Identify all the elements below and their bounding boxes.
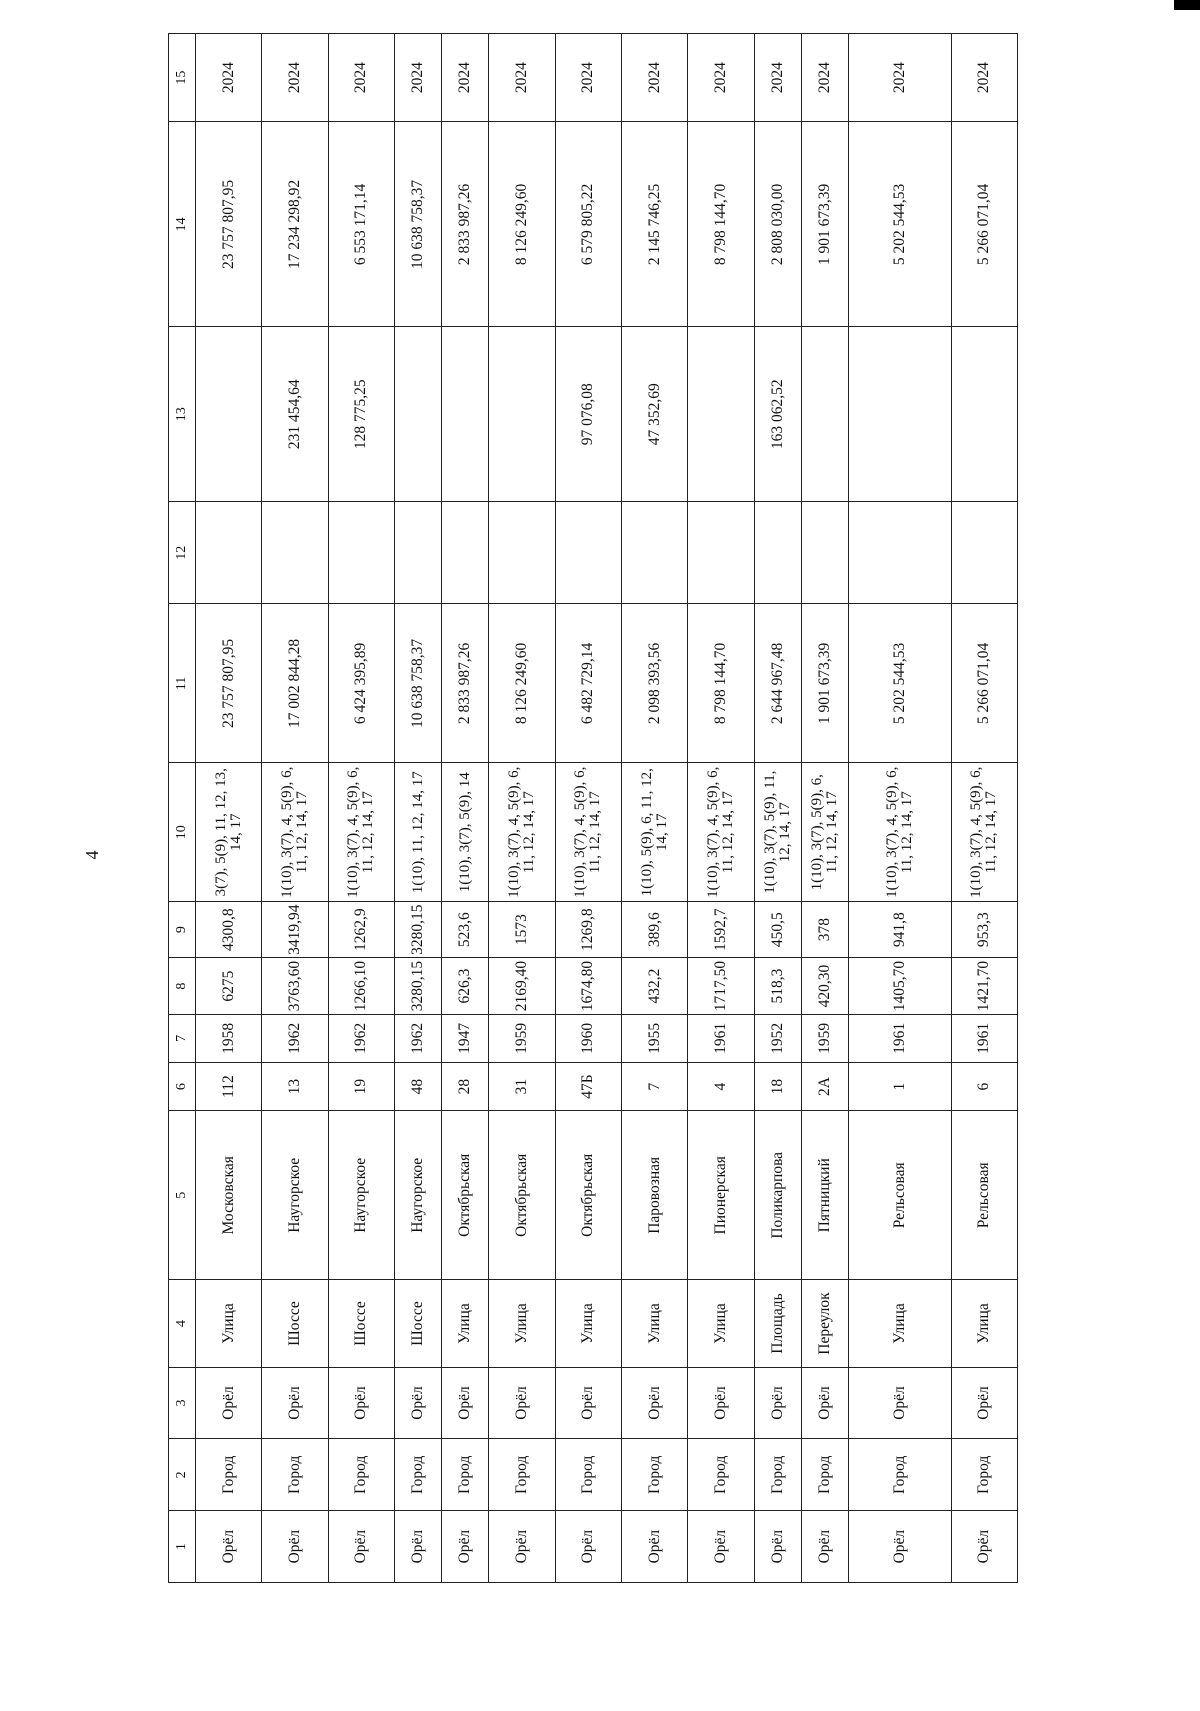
cell-col-7: 1962 — [328, 1014, 394, 1062]
cell-col-6: 47Б — [555, 1062, 621, 1110]
cell-col-12 — [951, 501, 1017, 604]
cell-col-4: Шоссе — [262, 1280, 328, 1367]
cell-col-10: 1(10), 11, 12, 14, 17 — [394, 763, 441, 901]
cell-col-4: Площадь — [754, 1280, 801, 1367]
table-row — [849, 34, 951, 1583]
cell-col-12 — [555, 501, 621, 604]
cell-col-8: 1674,80 — [555, 958, 621, 1014]
cell-col-15: 2024 — [328, 34, 394, 122]
cell-col-13: 97 076,08 — [555, 327, 621, 501]
cell-col-12 — [328, 501, 394, 604]
cell-col-1: Орёл — [754, 1511, 801, 1583]
cell-col-8: 1266,10 — [328, 958, 394, 1014]
cell-col-8: 1405,70 — [849, 958, 951, 1014]
column-header: 15 — [169, 34, 196, 122]
cell-col-9: 389,6 — [622, 901, 688, 957]
cell-col-4: Улица — [951, 1280, 1017, 1367]
cell-col-6: 4 — [688, 1062, 754, 1110]
cell-col-2: Город — [262, 1439, 328, 1511]
cell-col-8: 420,30 — [801, 958, 848, 1014]
cell-col-10: 1(10), 3(7), 4, 5(9), 6, 11, 12, 14, 17 — [328, 763, 394, 901]
table-row — [394, 34, 441, 1583]
cell-col-10: 1(10), 3(7), 4, 5(9), 6, 11, 12, 14, 17 — [688, 763, 754, 901]
cell-col-14: 6 579 805,22 — [555, 122, 621, 327]
cell-col-10: 1(10), 3(7), 5(9), 14 — [442, 763, 489, 901]
header-row — [169, 34, 196, 1583]
column-header: 9 — [169, 901, 196, 957]
table-row — [754, 34, 801, 1583]
page-number: 4 — [82, 850, 102, 860]
cell-col-7: 1955 — [622, 1014, 688, 1062]
cell-col-3: Орёл — [555, 1367, 621, 1439]
cell-col-3: Орёл — [442, 1367, 489, 1439]
cell-col-1: Орёл — [849, 1511, 951, 1583]
cell-col-5: Паровозная — [622, 1111, 688, 1280]
cell-col-1: Орёл — [951, 1511, 1017, 1583]
cell-col-5: Наугорское — [394, 1111, 441, 1280]
cell-col-12 — [489, 501, 555, 604]
cell-col-12 — [754, 501, 801, 604]
cell-col-15: 2024 — [555, 34, 621, 122]
cell-col-7: 1962 — [262, 1014, 328, 1062]
cell-col-9: 953,3 — [951, 901, 1017, 957]
cell-col-12 — [622, 501, 688, 604]
cell-col-9: 378 — [801, 901, 848, 957]
cell-col-13 — [196, 327, 262, 501]
cell-col-15: 2024 — [801, 34, 848, 122]
cell-col-3: Орёл — [622, 1367, 688, 1439]
cell-col-3: Орёл — [394, 1367, 441, 1439]
cell-col-11: 6 482 729,14 — [555, 604, 621, 763]
cell-col-1: Орёл — [394, 1511, 441, 1583]
cell-col-10: 1(10), 3(7), 5(9), 11, 12, 14, 17 — [754, 763, 801, 901]
cell-col-15: 2024 — [622, 34, 688, 122]
cell-col-11: 1 901 673,39 — [801, 604, 848, 763]
cell-col-6: 6 — [951, 1062, 1017, 1110]
cell-col-5: Рельсовая — [951, 1111, 1017, 1280]
cell-col-14: 2 145 746,25 — [622, 122, 688, 327]
cell-col-8: 626,3 — [442, 958, 489, 1014]
cell-col-14: 10 638 758,37 — [394, 122, 441, 327]
column-header: 1 — [169, 1511, 196, 1583]
cell-col-10: 1(10), 3(7), 4, 5(9), 6, 11, 12, 14, 17 — [489, 763, 555, 901]
cell-col-9: 450,5 — [754, 901, 801, 957]
cell-col-13: 128 775,25 — [328, 327, 394, 501]
cell-col-1: Орёл — [622, 1511, 688, 1583]
cell-col-2: Город — [849, 1439, 951, 1511]
cell-col-3: Орёл — [849, 1367, 951, 1439]
cell-col-10: 3(7), 5(9), 11, 12, 13, 14, 17 — [196, 763, 262, 901]
cell-col-13: 163 062,52 — [754, 327, 801, 501]
cell-col-4: Улица — [622, 1280, 688, 1367]
cell-col-10: 1(10), 3(7), 4, 5(9), 6, 11, 12, 14, 17 — [555, 763, 621, 901]
cell-col-10: 1(10), 3(7), 5(9), 6, 11, 12, 14, 17 — [801, 763, 848, 901]
cell-col-6: 2А — [801, 1062, 848, 1110]
cell-col-7: 1960 — [555, 1014, 621, 1062]
cell-col-9: 1573 — [489, 901, 555, 957]
cell-col-13: 231 454,64 — [262, 327, 328, 501]
cell-col-14: 5 266 071,04 — [951, 122, 1017, 327]
cell-col-2: Город — [328, 1439, 394, 1511]
cell-col-5: Октябрьская — [555, 1111, 621, 1280]
cell-col-14: 6 553 171,14 — [328, 122, 394, 327]
cell-col-8: 3763,60 — [262, 958, 328, 1014]
column-header: 2 — [169, 1439, 196, 1511]
cell-col-4: Улица — [442, 1280, 489, 1367]
cell-col-5: Октябрьская — [489, 1111, 555, 1280]
cell-col-6: 1 — [849, 1062, 951, 1110]
cell-col-11: 17 002 844,28 — [262, 604, 328, 763]
column-header: 6 — [169, 1062, 196, 1110]
column-header: 5 — [169, 1111, 196, 1280]
cell-col-3: Орёл — [951, 1367, 1017, 1439]
cell-col-7: 1961 — [849, 1014, 951, 1062]
cell-col-14: 23 757 807,95 — [196, 122, 262, 327]
cell-col-11: 2 833 987,26 — [442, 604, 489, 763]
cell-col-7: 1958 — [196, 1014, 262, 1062]
cell-col-13 — [489, 327, 555, 501]
cell-col-3: Орёл — [489, 1367, 555, 1439]
cell-col-2: Город — [555, 1439, 621, 1511]
cell-col-15: 2024 — [442, 34, 489, 122]
cell-col-15: 2024 — [394, 34, 441, 122]
cell-col-2: Город — [442, 1439, 489, 1511]
cell-col-1: Орёл — [442, 1511, 489, 1583]
cell-col-13 — [688, 327, 754, 501]
table-row — [801, 34, 848, 1583]
cell-col-14: 2 833 987,26 — [442, 122, 489, 327]
column-header: 11 — [169, 604, 196, 763]
cell-col-12 — [262, 501, 328, 604]
cell-col-15: 2024 — [489, 34, 555, 122]
table-row — [262, 34, 328, 1583]
cell-col-11: 23 757 807,95 — [196, 604, 262, 763]
cell-col-7: 1961 — [951, 1014, 1017, 1062]
cell-col-6: 18 — [754, 1062, 801, 1110]
cell-col-11: 6 424 395,89 — [328, 604, 394, 763]
cell-col-4: Улица — [489, 1280, 555, 1367]
cell-col-9: 3419,94 — [262, 901, 328, 957]
cell-col-1: Орёл — [262, 1511, 328, 1583]
cell-col-10: 1(10), 3(7), 4, 5(9), 6, 11, 12, 14, 17 — [262, 763, 328, 901]
cell-col-14: 8 126 249,60 — [489, 122, 555, 327]
cell-col-13 — [442, 327, 489, 501]
cell-col-11: 2 098 393,56 — [622, 604, 688, 763]
cell-col-1: Орёл — [801, 1511, 848, 1583]
cell-col-4: Шоссе — [394, 1280, 441, 1367]
cell-col-12 — [849, 501, 951, 604]
cell-col-2: Город — [951, 1439, 1017, 1511]
cell-col-3: Орёл — [328, 1367, 394, 1439]
column-header: 10 — [169, 763, 196, 901]
cell-col-1: Орёл — [196, 1511, 262, 1583]
cell-col-13 — [951, 327, 1017, 501]
cell-col-6: 13 — [262, 1062, 328, 1110]
cell-col-10: 1(10), 5(9), 6, 11, 12, 14, 17 — [622, 763, 688, 901]
cell-col-2: Город — [196, 1439, 262, 1511]
cell-col-14: 1 901 673,39 — [801, 122, 848, 327]
column-header: 12 — [169, 501, 196, 604]
cell-col-2: Город — [754, 1439, 801, 1511]
cell-col-6: 19 — [328, 1062, 394, 1110]
cell-col-6: 28 — [442, 1062, 489, 1110]
cell-col-5: Наугорское — [328, 1111, 394, 1280]
cell-col-5: Поликарпова — [754, 1111, 801, 1280]
cell-col-8: 1421,70 — [951, 958, 1017, 1014]
cell-col-9: 1269,8 — [555, 901, 621, 957]
table-row — [622, 34, 688, 1583]
cell-col-6: 112 — [196, 1062, 262, 1110]
cell-col-13: 47 352,69 — [622, 327, 688, 501]
cell-col-8: 6275 — [196, 958, 262, 1014]
cell-col-4: Переулок — [801, 1280, 848, 1367]
cell-col-15: 2024 — [849, 34, 951, 122]
cell-col-8: 2169,40 — [489, 958, 555, 1014]
cell-col-9: 4300,8 — [196, 901, 262, 957]
cell-col-7: 1962 — [394, 1014, 441, 1062]
cell-col-11: 5 202 544,53 — [849, 604, 951, 763]
column-header: 13 — [169, 327, 196, 501]
cell-col-13 — [801, 327, 848, 501]
cell-col-6: 31 — [489, 1062, 555, 1110]
cell-col-8: 3280,15 — [394, 958, 441, 1014]
corner-mark — [1174, 0, 1200, 10]
cell-col-12 — [801, 501, 848, 604]
cell-col-8: 432,2 — [622, 958, 688, 1014]
cell-col-3: Орёл — [688, 1367, 754, 1439]
cell-col-4: Улица — [196, 1280, 262, 1367]
cell-col-5: Октябрьская — [442, 1111, 489, 1280]
cell-col-9: 1262,9 — [328, 901, 394, 957]
table-row — [489, 34, 555, 1583]
column-header: 14 — [169, 122, 196, 327]
cell-col-5: Московская — [196, 1111, 262, 1280]
cell-col-9: 3280,15 — [394, 901, 441, 957]
cell-col-12 — [394, 501, 441, 604]
cell-col-11: 10 638 758,37 — [394, 604, 441, 763]
cell-col-12 — [688, 501, 754, 604]
cell-col-7: 1961 — [688, 1014, 754, 1062]
table-row — [442, 34, 489, 1583]
cell-col-5: Рельсовая — [849, 1111, 951, 1280]
cell-col-10: 1(10), 3(7), 4, 5(9), 6, 11, 12, 14, 17 — [951, 763, 1017, 901]
table-row — [688, 34, 754, 1583]
cell-col-1: Орёл — [489, 1511, 555, 1583]
cell-col-2: Город — [688, 1439, 754, 1511]
houses-table — [168, 33, 1018, 1583]
cell-col-9: 523,6 — [442, 901, 489, 957]
cell-col-6: 7 — [622, 1062, 688, 1110]
cell-col-15: 2024 — [754, 34, 801, 122]
table-row — [328, 34, 394, 1583]
cell-col-14: 8 798 144,70 — [688, 122, 754, 327]
cell-col-2: Город — [622, 1439, 688, 1511]
cell-col-7: 1952 — [754, 1014, 801, 1062]
cell-col-1: Орёл — [328, 1511, 394, 1583]
cell-col-1: Орёл — [555, 1511, 621, 1583]
cell-col-14: 2 808 030,00 — [754, 122, 801, 327]
table-container — [168, 33, 1018, 1583]
cell-col-15: 2024 — [262, 34, 328, 122]
table-row — [196, 34, 262, 1583]
table-body — [196, 34, 1018, 1583]
column-header: 8 — [169, 958, 196, 1014]
cell-col-11: 8 798 144,70 — [688, 604, 754, 763]
cell-col-5: Пятницкий — [801, 1111, 848, 1280]
cell-col-11: 5 266 071,04 — [951, 604, 1017, 763]
cell-col-15: 2024 — [196, 34, 262, 122]
cell-col-3: Орёл — [196, 1367, 262, 1439]
cell-col-1: Орёл — [688, 1511, 754, 1583]
cell-col-4: Улица — [849, 1280, 951, 1367]
cell-col-12 — [196, 501, 262, 604]
cell-col-5: Наугорское — [262, 1111, 328, 1280]
cell-col-4: Улица — [555, 1280, 621, 1367]
cell-col-4: Шоссе — [328, 1280, 394, 1367]
cell-col-2: Город — [801, 1439, 848, 1511]
cell-col-15: 2024 — [951, 34, 1017, 122]
cell-col-13 — [849, 327, 951, 501]
cell-col-9: 1592,7 — [688, 901, 754, 957]
cell-col-2: Город — [489, 1439, 555, 1511]
column-header: 4 — [169, 1280, 196, 1367]
cell-col-8: 518,3 — [754, 958, 801, 1014]
cell-col-11: 8 126 249,60 — [489, 604, 555, 763]
cell-col-4: Улица — [688, 1280, 754, 1367]
cell-col-14: 17 234 298,92 — [262, 122, 328, 327]
cell-col-12 — [442, 501, 489, 604]
cell-col-8: 1717,50 — [688, 958, 754, 1014]
cell-col-3: Орёл — [754, 1367, 801, 1439]
table-row — [555, 34, 621, 1583]
column-header: 7 — [169, 1014, 196, 1062]
cell-col-3: Орёл — [801, 1367, 848, 1439]
cell-col-2: Город — [394, 1439, 441, 1511]
cell-col-15: 2024 — [688, 34, 754, 122]
cell-col-7: 1959 — [801, 1014, 848, 1062]
cell-col-6: 48 — [394, 1062, 441, 1110]
column-header: 3 — [169, 1367, 196, 1439]
cell-col-11: 2 644 967,48 — [754, 604, 801, 763]
cell-col-13 — [394, 327, 441, 501]
cell-col-7: 1959 — [489, 1014, 555, 1062]
cell-col-9: 941,8 — [849, 901, 951, 957]
cell-col-14: 5 202 544,53 — [849, 122, 951, 327]
table-row — [951, 34, 1017, 1583]
cell-col-5: Пионерская — [688, 1111, 754, 1280]
cell-col-3: Орёл — [262, 1367, 328, 1439]
cell-col-10: 1(10), 3(7), 4, 5(9), 6, 11, 12, 14, 17 — [849, 763, 951, 901]
cell-col-7: 1947 — [442, 1014, 489, 1062]
